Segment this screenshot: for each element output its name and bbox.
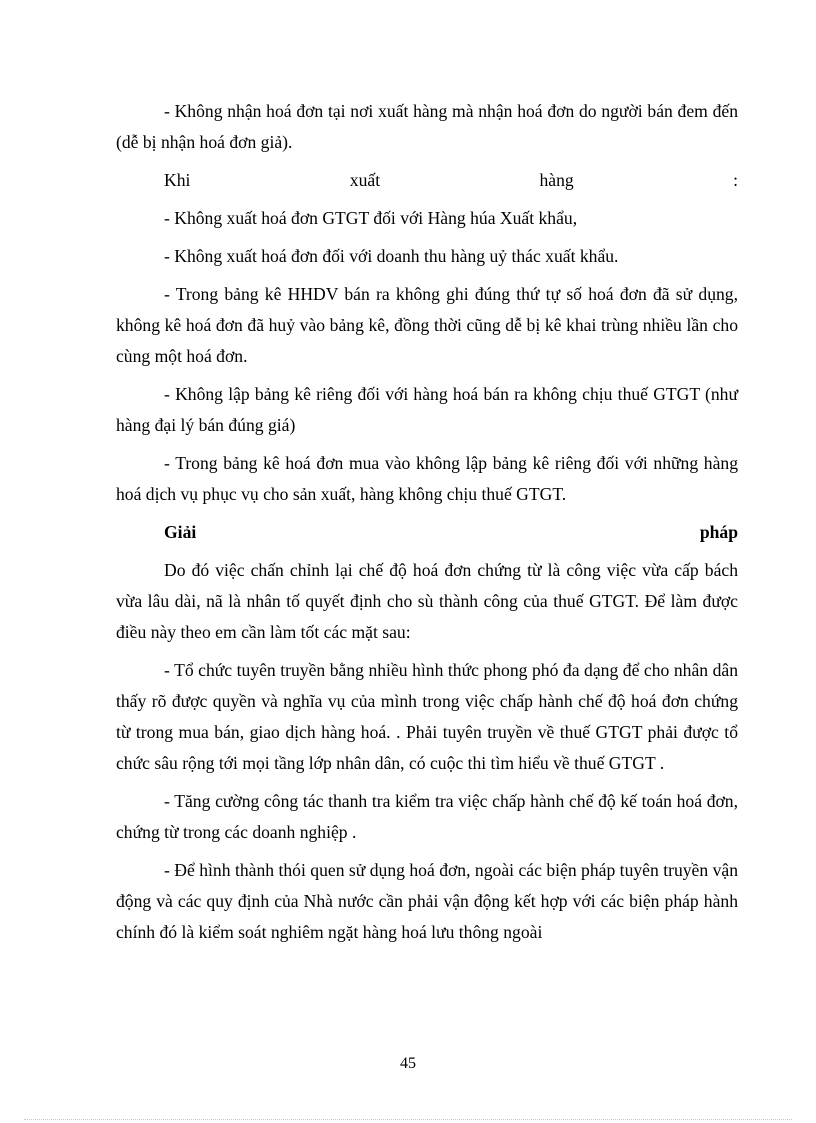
word-khi: Khi — [164, 170, 191, 190]
paragraph-sales-list-order: - Trong bảng kê HHDV bán ra không ghi đúng thứ tự số hoá đơn đã sử dụng, không kê hoá đơn đã huỷ vào bảng kê, đồng thời cũng dễ bị kê khai trùng nhiều lần cho cùng một hoá đơn. — [116, 284, 738, 366]
paragraph-rectify-invoice-regime: Do đó việc chấn chỉnh lại chế độ hoá đơn chứng từ là công việc vừa cấp bách vừa lâu dài, nã là nhân tố quyết định cho sù thành công của thuế GTGT. Để làm được điều này theo em cần làm tốt các mặt sau: — [116, 560, 738, 642]
page-bottom-divider — [24, 1119, 792, 1120]
heading-solutions — [116, 517, 738, 548]
paragraph-inspection: - Tăng cường công tác thanh tra kiểm tra việc chấp hành chế độ kế toán hoá đơn, chứng từ trong các doanh nghiệp . — [116, 791, 738, 842]
paragraph-propaganda: - Tổ chức tuyên truyền bằng nhiều hình thức phong phó đa dạng để cho nhân dân thấy rõ được quyền và nghĩa vụ của mình trong việc chấp hành chế độ hoá đơn chứng từ trong mua bán, giao dịch hàng hoá. . Phải tuyên truyền về thuế GTGT phải được tổ chức sâu rộng tới mọi tầng lớp nhân dân, có cuộc thi tìm hiểu về thuế GTGT . — [116, 660, 738, 773]
paragraph-purchase-list: - Trong bảng kê hoá đơn mua vào không lập bảng kê riêng đối với những hàng hoá dịch vụ phục vụ cho sản xuất, hàng không chịu thuế GTGT. — [116, 453, 738, 504]
paragraph-no-invoice-entrusted: - Không xuất hoá đơn đối với doanh thu hàng uỷ thác xuất khẩu. — [164, 246, 619, 266]
paragraph-receive-invoice: - Không nhận hoá đơn tại nơi xuất hàng mà nhận hoá đơn do người bán đem đến (dễ bị nhận hoá đơn giả). — [116, 101, 738, 152]
word-phap: pháp — [699, 522, 738, 542]
page-number: 45 — [400, 1055, 416, 1072]
word-hang: hàng — [539, 170, 574, 190]
page-content — [116, 96, 738, 955]
word-giai: Giải — [164, 522, 197, 542]
word-xuat: xuất — [349, 170, 381, 190]
paragraph-no-vat-invoice-export: - Không xuất hoá đơn GTGT đối với Hàng húa Xuất khẩu, — [164, 208, 578, 228]
heading-when-exporting — [116, 165, 738, 196]
word-colon: : — [733, 170, 738, 190]
paragraph-separate-list-nontaxable: - Không lập bảng kê riêng đối với hàng hoá bán ra không chịu thuế GTGT (như hàng đại lý bán đúng giá) — [116, 384, 738, 435]
paragraph-invoice-habit: - Để hình thành thói quen sử dụng hoá đơn, ngoài các biện pháp tuyên truyền vận động và các quy định của Nhà nước cần phải vận động kết hợp với các biện pháp hành chính đó là kiểm soát nghiêm ngặt hàng hoá lưu thông ngoài — [116, 860, 738, 942]
